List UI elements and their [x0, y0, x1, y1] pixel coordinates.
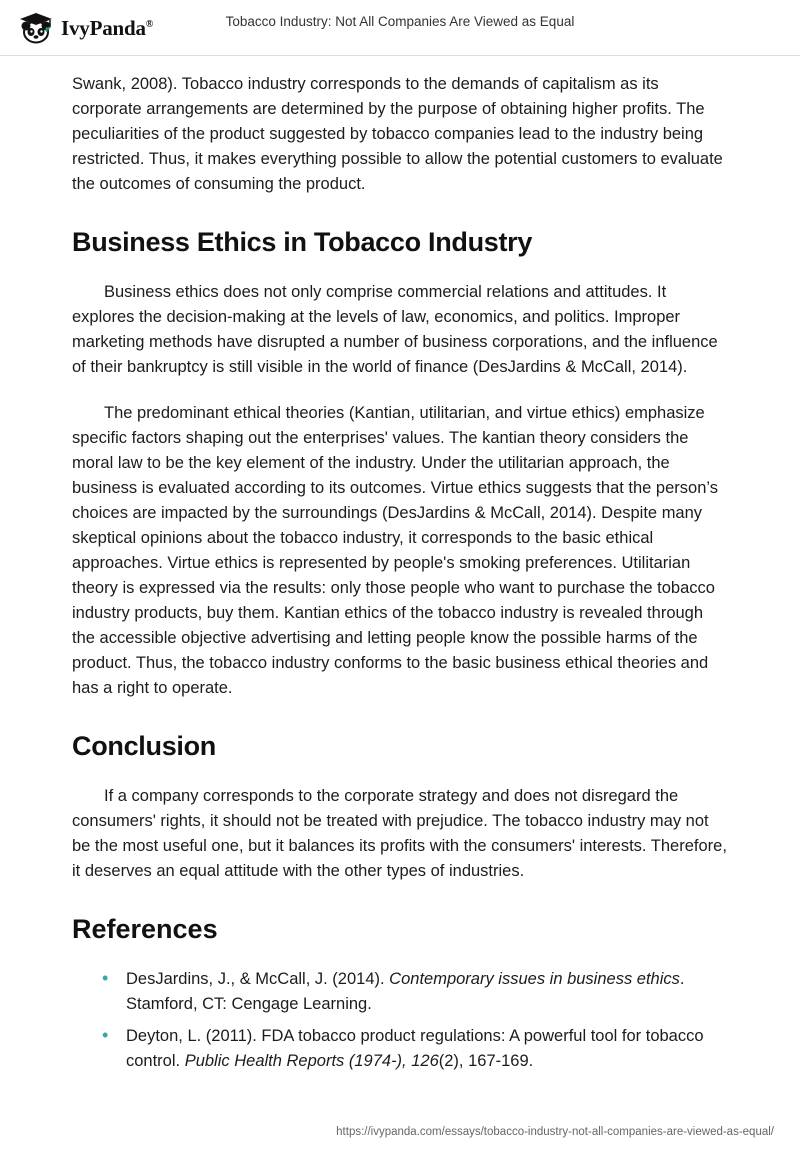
reference-tail: . Stamford, CT: Cengage Learning. — [126, 970, 685, 1013]
list-item — [126, 1024, 728, 1074]
paragraph-conclusion: If a company corresponds to the corporate strategy and does not disregard the consumers' rights, it should not be treated with prejudice. The tobacco industry may not be the most useful one, but it balances its profits with the consumers' interests. Therefore, it deserves an equal attitude with the other types of industries. — [72, 787, 727, 880]
section-heading-references: References — [72, 914, 218, 944]
reference-title: Public Health Reports (1974-), 126 — [184, 1052, 439, 1070]
section-heading-conclusion: Conclusion — [72, 731, 216, 761]
paragraph-business-ethics-1: Business ethics does not only comprise commercial relations and attitudes. It explores the decision-making at the levels of law, economics, and politics. Improper marketing methods have disrupted a number of business corporations, and the influence of their bankruptcy is still visible in the world of finance (DesJardins & McCall, 2014). — [72, 283, 718, 376]
section-heading-business-ethics: Business Ethics in Tobacco Industry — [72, 227, 533, 257]
document-title: Tobacco Industry: Not All Companies Are Viewed as Equal — [225, 14, 575, 29]
reference-author-year: DesJardins, J., & McCall, J. (2014). — [126, 970, 390, 988]
page-header — [0, 0, 800, 56]
source-url-link[interactable]: https://ivypanda.com/essays/tobacco-industry-not-all-companies-are-viewed-as-equal/ — [336, 1126, 774, 1138]
reference-title: Contemporary issues in business ethics — [389, 970, 680, 988]
reference-list — [72, 967, 728, 1074]
document-content — [0, 56, 800, 1081]
brand-name: IvyPanda® — [61, 15, 154, 40]
paragraph-business-ethics-2: The predominant ethical theories (Kantian, utilitarian, and virtue ethics) emphasize specific factors shaping out the enterprises' values. The kantian theory considers the moral law to be the key element of the industry. Under the utilitarian approach, the business is evaluated according to its outcomes. Virtue ethics suggests that the person’s choices are impacted by the surroundings (DesJardins & McCall, 2014). Despite many skeptical opinions about the tobacco industry, it corresponds to the basic ethical approaches. Virtue ethics is represented by people's smoking preferences. Utilitarian theory is expressed via the results: only those people who want to purchase the tobacco industry products, buy them. Kantian ethics of the tobacco industry is revealed through the accessible objective advertising and letting people know the possible harms of the product. Thus, the tobacco industry conforms to the basic business ethical theories and has a right to operate. — [72, 404, 719, 697]
list-item — [126, 967, 728, 1017]
reference-tail: (2), 167-169. — [438, 1052, 534, 1070]
paragraph-continued: Swank, 2008). Tobacco industry corresponds to the demands of capitalism as its corporate arrangements are determined by the purpose of obtaining higher profits. The peculiarities of the product suggested by tobacco companies lead to the industry being restricted. Thus, it makes everything possible to allow the potential customers to evaluate the outcomes of consuming the product. — [72, 75, 723, 193]
reference-author-year: Deyton, L. (2011). FDA tobacco product regulations: A powerful tool for tobacco control. — [126, 1027, 704, 1070]
registered-mark: ® — [145, 18, 154, 30]
